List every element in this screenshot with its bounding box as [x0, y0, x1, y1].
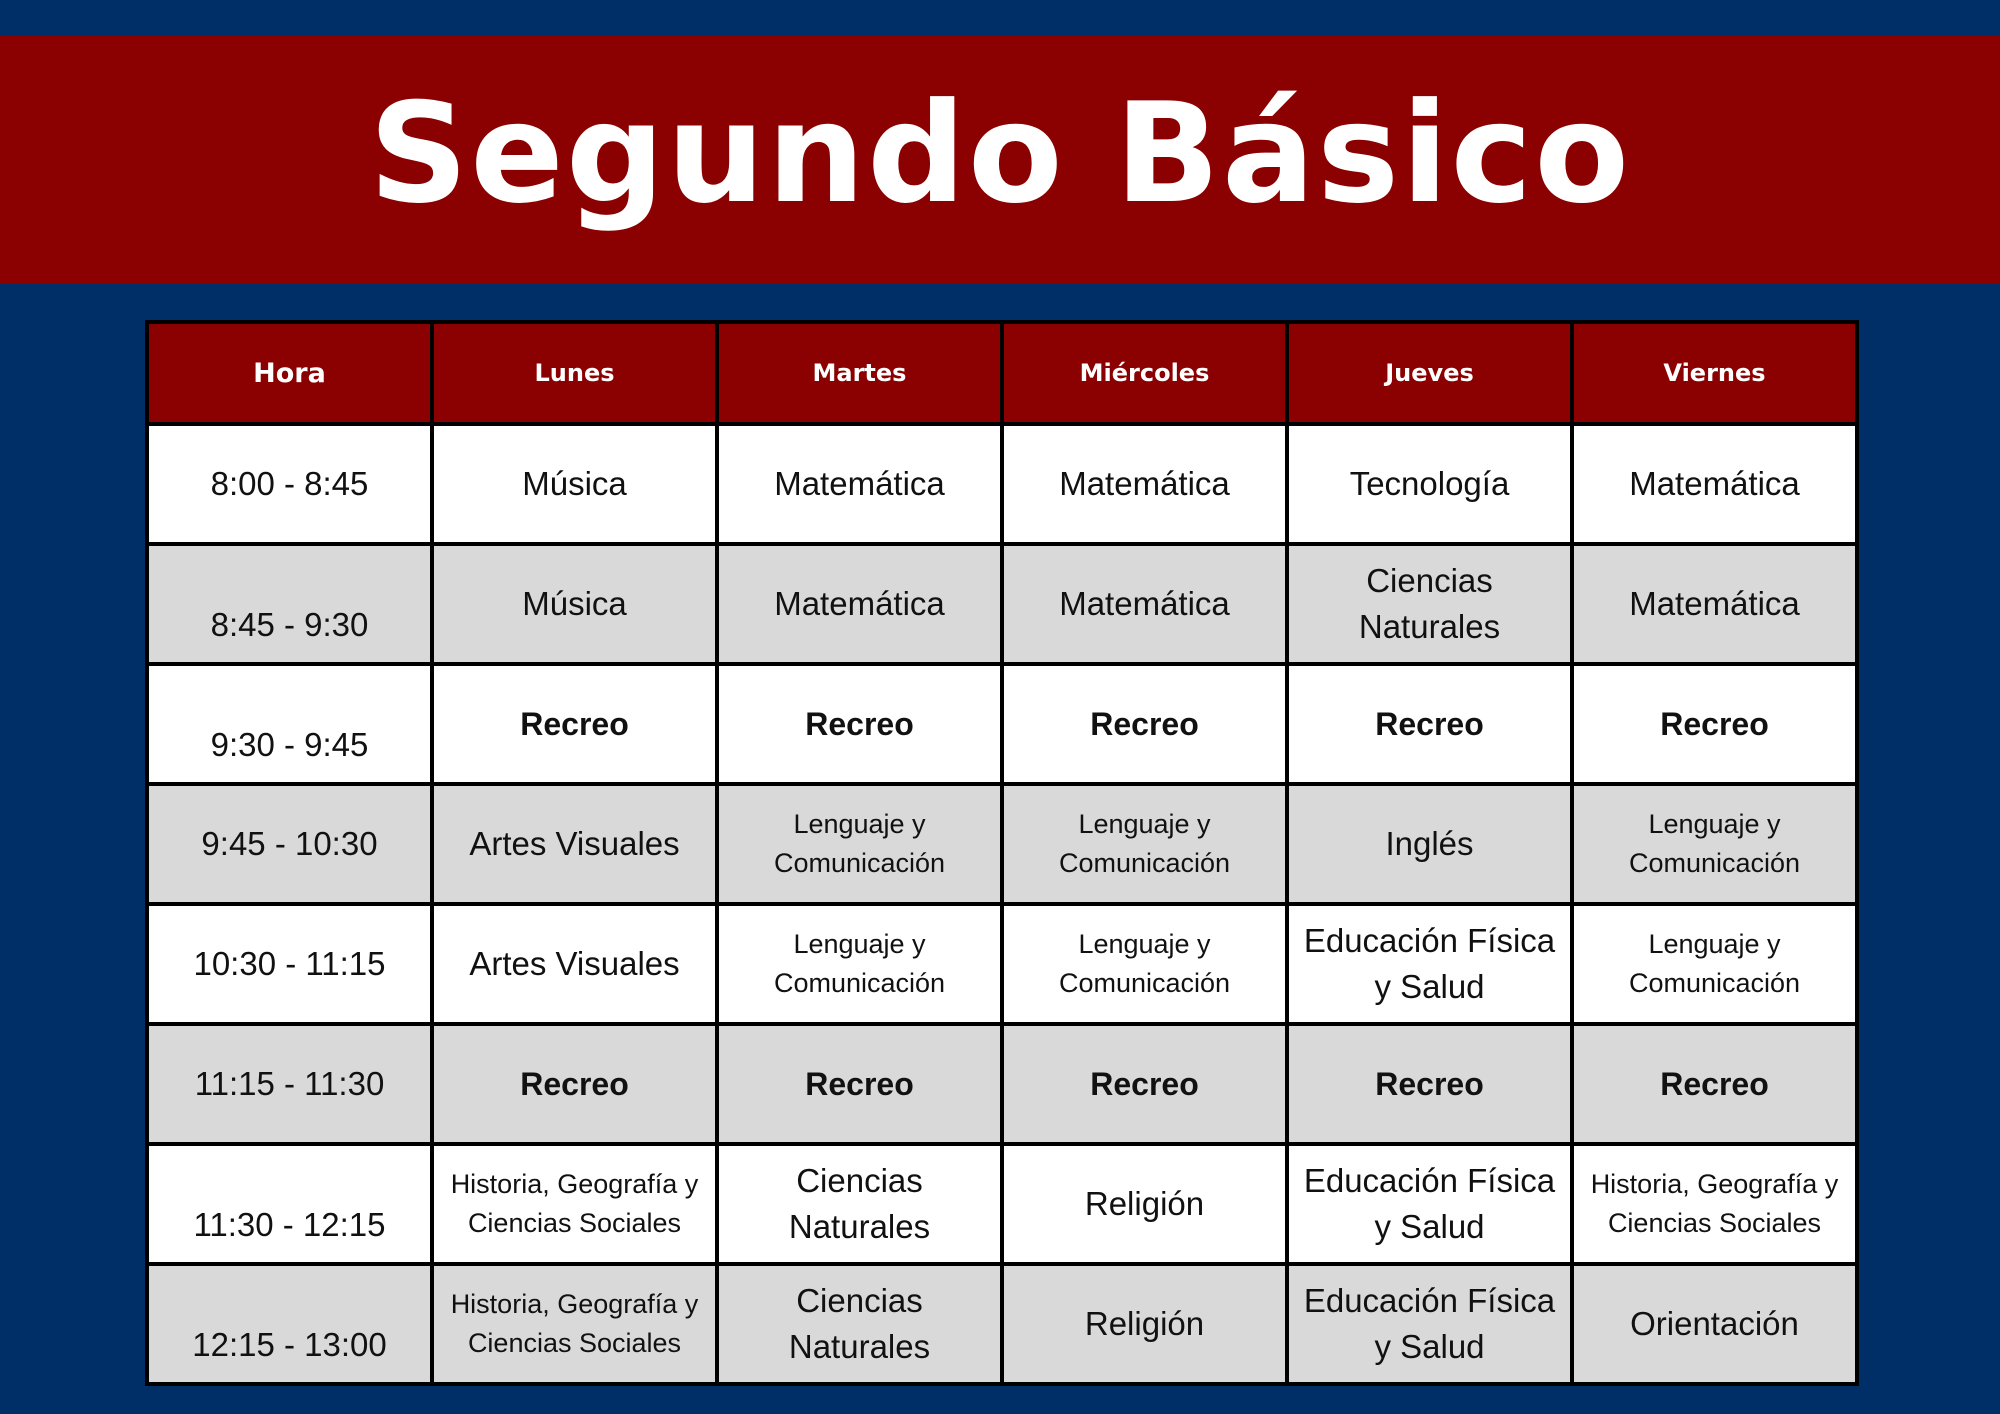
subject-cell: Ciencias Naturales [717, 1264, 1002, 1384]
subject-cell: Tecnología [1287, 424, 1572, 544]
time-cell: 10:30 - 11:15 [147, 904, 432, 1024]
subject-cell: Lenguaje y Comunicación [717, 904, 1002, 1024]
subject-cell: Matemática [1572, 424, 1857, 544]
time-cell: 12:15 - 13:00 [147, 1264, 432, 1384]
subject-cell: Educación Física y Salud [1287, 904, 1572, 1024]
time-cell: 8:00 - 8:45 [147, 424, 432, 544]
recreo-cell: Recreo [432, 664, 717, 784]
recreo-cell: Recreo [1287, 664, 1572, 784]
header-hora: Hora [147, 322, 432, 424]
time-cell: 11:30 - 12:15 [147, 1144, 432, 1264]
subject-cell: Lenguaje y Comunicación [717, 784, 1002, 904]
subject-cell: Música [432, 544, 717, 664]
subject-cell: Educación Física y Salud [1287, 1264, 1572, 1384]
subject-cell: Música [432, 424, 717, 544]
subject-cell: Matemática [1002, 424, 1287, 544]
table-row [147, 1144, 1857, 1264]
title-banner [0, 36, 2000, 284]
recreo-cell: Recreo [1002, 664, 1287, 784]
subject-cell: Matemática [717, 424, 1002, 544]
recreo-cell: Recreo [1002, 1024, 1287, 1144]
table-row [147, 1024, 1857, 1144]
subject-cell: Lenguaje y Comunicación [1572, 904, 1857, 1024]
subject-cell: Lenguaje y Comunicación [1002, 784, 1287, 904]
subject-cell: Historia, Geografía y Ciencias Sociales [1572, 1144, 1857, 1264]
time-cell: 8:45 - 9:30 [147, 544, 432, 664]
header-jueves: Jueves [1287, 322, 1572, 424]
recreo-cell: Recreo [717, 664, 1002, 784]
recreo-cell: Recreo [1287, 1024, 1572, 1144]
time-cell: 9:30 - 9:45 [147, 664, 432, 784]
subject-cell: Matemática [1572, 544, 1857, 664]
subject-cell: Matemática [717, 544, 1002, 664]
subject-cell: Historia, Geografía y Ciencias Sociales [432, 1264, 717, 1384]
schedule-table [145, 320, 1859, 1386]
header-martes: Martes [717, 322, 1002, 424]
table-row [147, 904, 1857, 1024]
subject-cell: Religión [1002, 1144, 1287, 1264]
time-cell: 9:45 - 10:30 [147, 784, 432, 904]
subject-cell: Inglés [1287, 784, 1572, 904]
table-row [147, 1264, 1857, 1384]
subject-cell: Religión [1002, 1264, 1287, 1384]
header-row [147, 322, 1857, 424]
recreo-cell: Recreo [1572, 1024, 1857, 1144]
subject-cell: Ciencias Naturales [1287, 544, 1572, 664]
subject-cell: Lenguaje y Comunicación [1002, 904, 1287, 1024]
page-title: Segundo Básico [368, 73, 1632, 234]
subject-cell: Artes Visuales [432, 904, 717, 1024]
header-lunes: Lunes [432, 322, 717, 424]
subject-cell: Historia, Geografía y Ciencias Sociales [432, 1144, 717, 1264]
recreo-cell: Recreo [717, 1024, 1002, 1144]
subject-cell: Orientación [1572, 1264, 1857, 1384]
recreo-cell: Recreo [432, 1024, 717, 1144]
table-row [147, 664, 1857, 784]
subject-cell: Artes Visuales [432, 784, 717, 904]
recreo-cell: Recreo [1572, 664, 1857, 784]
header-miercoles: Miércoles [1002, 322, 1287, 424]
time-cell: 11:15 - 11:30 [147, 1024, 432, 1144]
header-viernes: Viernes [1572, 322, 1857, 424]
subject-cell: Ciencias Naturales [717, 1144, 1002, 1264]
subject-cell: Educación Física y Salud [1287, 1144, 1572, 1264]
table-row [147, 784, 1857, 904]
table-row [147, 424, 1857, 544]
subject-cell: Matemática [1002, 544, 1287, 664]
table-row [147, 544, 1857, 664]
subject-cell: Lenguaje y Comunicación [1572, 784, 1857, 904]
